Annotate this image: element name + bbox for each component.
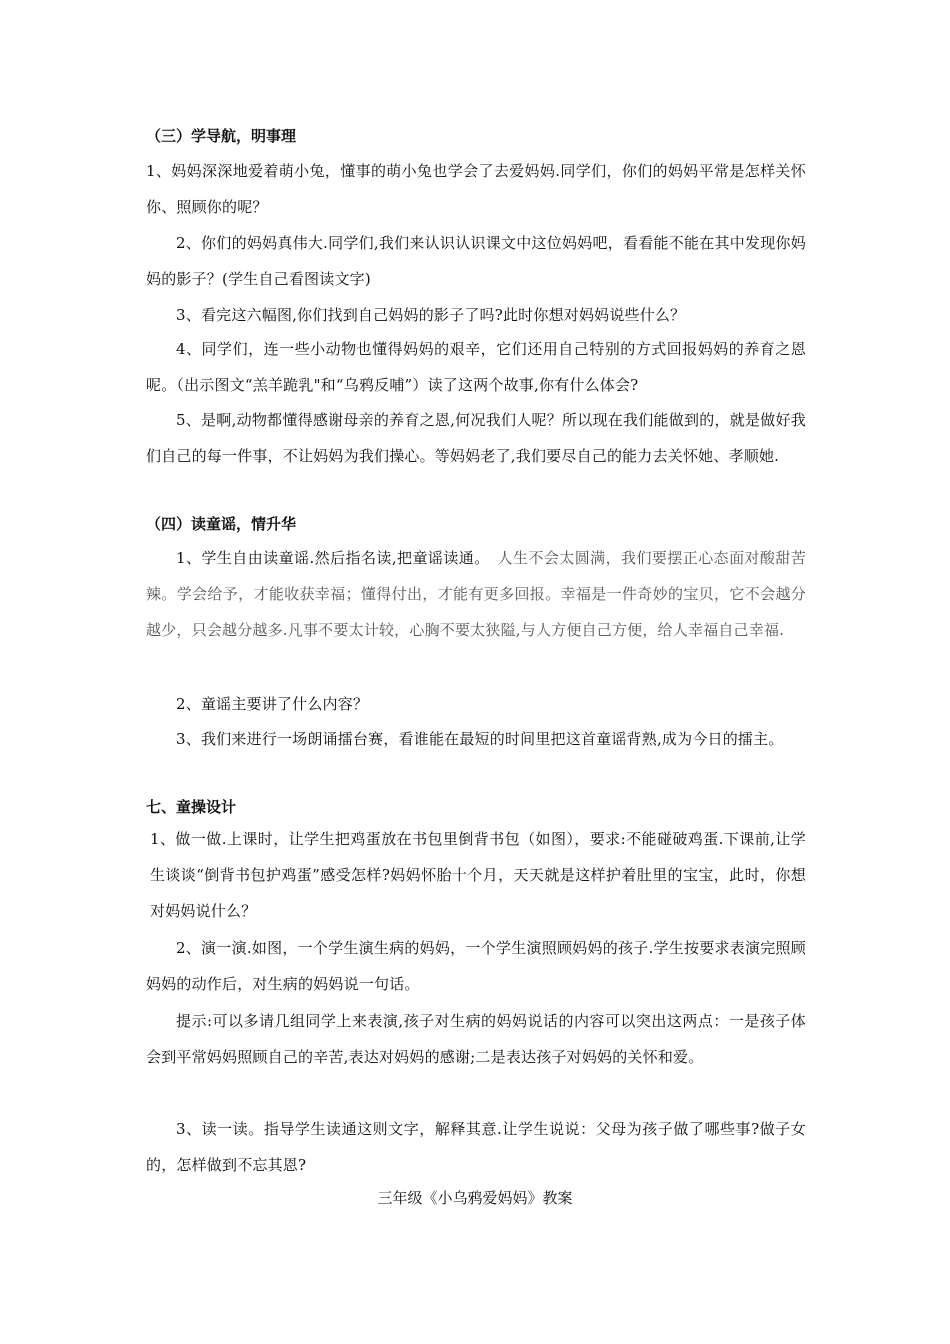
paragraph-7-3: 提示:可以多请几组同学上来表演,孩子对生病的妈妈说话的内容可以突出这两点：一是孩子体会到平常妈妈照顾自己的辛苦,表达对妈妈的感谢;二是表达孩子对妈妈的关怀和爱。 [146,1012,806,1066]
paragraph-3-3: 3、看完这六幅图,你们找到自己妈妈的影子了吗?此时你想对妈妈说些什么？ [176,306,686,324]
paragraph-4-2: 2、童谣主要讲了什么内容？ [176,695,369,713]
paragraph-7-1: 1、做一做.上课时，让学生把鸡蛋放在书包里倒背书包（如图），要求:不能碰破鸡蛋.下课前,让学生谈谈“倒背书包护鸡蛋”感受怎样?妈妈怀胎十个月，天天就是这样护着肚里的宝宝，此时，你想对妈妈说什么？ [150,830,806,920]
paragraph-3-5: 5、是啊,动物都懂得感谢母亲的养育之恩,何况我们人呢？所以现在我们能做到的，就是做好我们自己的每一件事，不让妈妈为我们操心。等妈妈老了,我们要尽自己的能力去关怀她、孝顺她. [146,411,806,465]
paragraph-4-1 [146,540,806,648]
section-heading-4: （四）读童谣，情升华 [146,515,297,533]
paragraph-3-2: 2、你们的妈妈真伟大.同学们,我们来认识认识课文中这位妈妈吧，看看能不能在其中发现你妈妈的影子？(学生自己看图读文字) [146,234,806,288]
next-lesson-title: 三年级《小乌鸦爱妈妈》教案 [377,1189,573,1207]
paragraph-3-1: 1、妈妈深深地爱着萌小兔，懂事的萌小兔也学会了去爱妈妈.同学们，你们的妈妈平常是怎样关怀你、照顾你的呢？ [146,162,806,216]
paragraph-7-2: 2、演一演.如图，一个学生演生病的妈妈，一个学生演照顾妈妈的孩子.学生按要求表演完照顾妈妈的动作后，对生病的妈妈说一句话。 [146,939,806,993]
section-heading-3: （三）学导航，明事理 [146,127,297,145]
paragraph-4-3: 3、我们来进行一场朗诵擂台赛，看谁能在最短的时间里把这首童谣背熟,成为今日的擂主。 [176,730,784,748]
paragraph-3-4: 4、同学们，连一些小动物也懂得妈妈的艰辛，它们还用自己特别的方式回报妈妈的养育之恩呢。（出示图文“羔羊跪乳"和“乌鸦反哺”）读了这两个故事,你有什么体会? [146,340,806,394]
paragraph-4-1-main: 1、学生自由读童谣.然后指名读,把童谣读通。 [176,549,483,567]
paragraph-7-4: 3、读一读。指导学生读通这则文字，解释其意.让学生说说：父母为孩子做了哪些事?做子女的，怎样做到不忘其恩? [146,1120,806,1174]
paragraph-4-1-extra: 人生不会太圆满，我们要摆正心态面对酸甜苦辣。学会给予，才能收获幸福；懂得付出，才能有更多回报。幸福是一件奇妙的宝贝，它不会越分越少，只会越分越多.凡事不要太计较，心胸不要太狭隘,与人方便自己方便，给人幸福自己幸福. [146,549,806,639]
section-heading-7: 七、童操设计 [146,798,237,816]
